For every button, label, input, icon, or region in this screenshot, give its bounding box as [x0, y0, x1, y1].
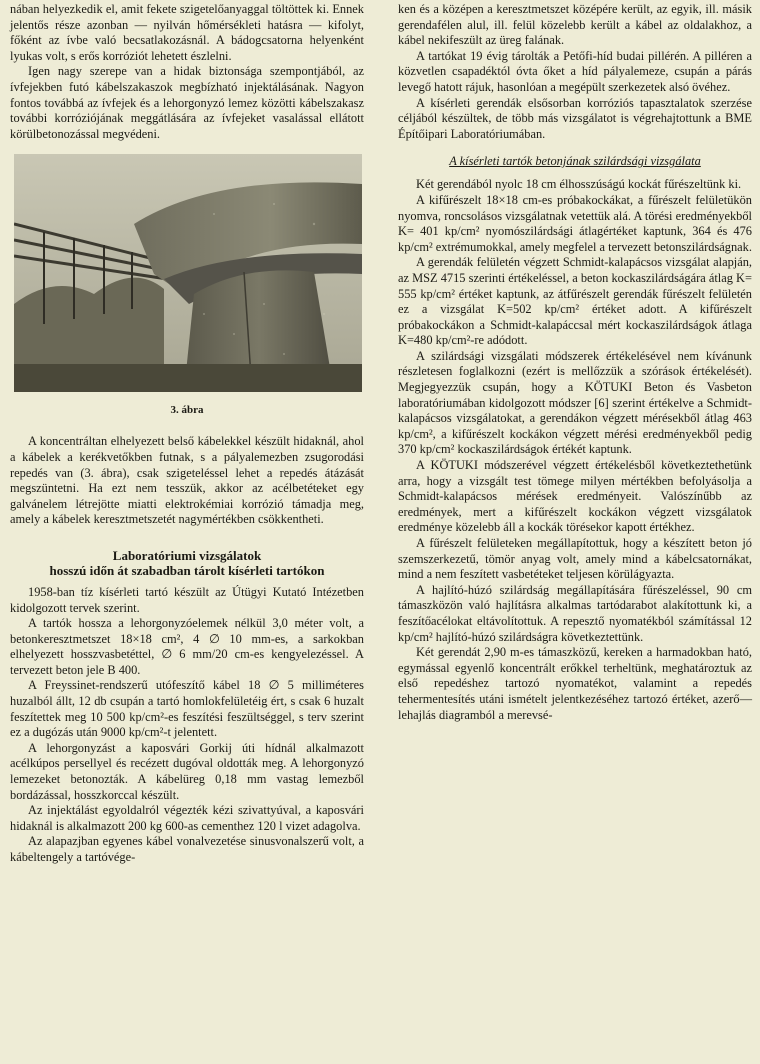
right-column — [398, 2, 752, 723]
section-heading-line1: Laboratóriumi vizsgálatok — [112, 547, 262, 563]
paragraph: Az alapazjban egyenes kábel vonalvezetése sinusvonalszerű volt, a kábeltengely a tartóvége- — [10, 834, 364, 864]
paragraph: ken és a középen a keresztmetszet középére került, az egyik, ill. másik gerendafélen alul, ill. felül közelebb került a kábel az oldalakhoz, a kábel nekifeszült az üreg falának. — [398, 2, 752, 48]
paragraph: Két gerendából nyolc 18 cm élhosszúságú kockát fűrészeltünk ki. — [416, 177, 742, 192]
subsection-heading: A kísérleti tartók betonjának szilárdsági vizsgálata — [449, 154, 701, 169]
paragraph: A gerendák felületén végzett Schmidt-kalapácsos vizsgálat alapján, az MSZ 4715 szerinti értékeléssel, a beton kockaszilárdságára átlag K= 555 kp/cm² értéket kaptunk, az átfűrészelt gerendák fűrészelt felületén ez a vizsgálat K=502 kp/cm² értéket adott. A kifűrészelt próbakockákon a Schmidt-kalapáccsal mért kockaszilárdságok átlaga K=480 kp/cm²-re adódott. — [398, 255, 752, 348]
paragraph: A KÖTUKI módszerével végzett értékelésből következtethetünk arra, hogy a vizsgált test tömege milyen mértékben befolyásolja a Schmidt-kalapácsos mérések eredményeit. Valószínűbb az eredmények, mert a kifűrészelt kockákon végzett vizsgálatok eredménye közelebb áll a kockák törésekor kapott értékhez. — [398, 458, 752, 535]
bridge-photo — [14, 154, 362, 392]
bridge-photo-image — [14, 154, 362, 392]
paragraph: A tartókat 19 évig tárolták a Petőfi-híd budai pillérén. A pilléren a közvetlen csapadéktól óvta őket a híd pályalemeze, csupán a párás levegő hatott rájuk, hasonlóan a megépült szerkezetek alsó övéhez. — [398, 48, 752, 94]
section-heading — [10, 548, 364, 579]
paragraph: A Freyssinet-rendszerű utófeszítő kábel 18 ∅ 5 milliméteres huzalból állt, 12 db csupán a tartó homlokfelületéig ért, s csak 6 huzalt feszítettek meg 10 500 kp/cm²-es feszítési feszültséggel, s terv szerint ez a dugózás után 9000 kp/cm²-t jelentett. — [10, 678, 364, 740]
left-column — [10, 2, 364, 866]
paragraph: Két gerendát 2,90 m-es támaszközű, kereken a harmadokban ható, egymással egyenlő koncentrált erőkkel terheltünk, meghatároztuk az első repedéshez tartozó nyomatékot, valamint a repedés tehermentesítés utáni ismételt jelentkezéséhez tartozó értéket, azerő—lehajlás diagramból a merevsé- — [398, 645, 752, 722]
paragraph: A tartók hossza a lehorgonyzóelemek nélkül 3,0 méter volt, a betonkeresztmetszet 18×18 cm², 4 ∅ 10 mm-es, a sarkokban elhelyezett hosszvasbetéttel, ∅ 6 mm/20 cm-es kengyelezéssel. A tervezett beton jele B 400. — [10, 616, 364, 677]
paragraph: A hajlító-húzó szilárdság megállapítására fűrészeléssel, 90 cm támaszközön való hajlításra alkalmas tartódarabot alakítottunk ki, a feszítőacélokat eltávolítottuk. A repesztő nyomatékból számítással 12 kp/cm² hajlító-húzó szilárdságra következtettünk. — [398, 582, 752, 644]
paragraph: A fűrészelt felületeken megállapítottuk, hogy a készített beton jó szemszerkezetű, tömör anyag volt, amely mind a kábelcsatornákat, mind a nem feszített vasbetéteket teljesen körülágyazta. — [398, 536, 752, 582]
paragraph: A kísérleti gerendák elsősorban korróziós tapasztalatok szerzése céljából készültek, de több más vizsgálatot is végrehajtottunk a BME Építőipari Laboratóriumában. — [398, 95, 752, 141]
paragraph: A lehorgonyzást a kaposvári Gorkij úti hídnál alkalmazott acélkúpos persellyel és recézett dugóval oldották meg. A lehorgonyzó lemezeket betonozták. A kábelüreg 0,18 mm vastag lemezből bordázással, hosszkorccal készült. — [10, 740, 364, 802]
paragraph: 1958-ban tíz kísérleti tartó készült az Útügyi Kutató Intézetben kidolgozott tervek szerint. — [10, 584, 364, 615]
section-heading-line2: hosszú időn át szabadban tárolt kísérleti tartókon — [49, 563, 325, 579]
paragraph: A szilárdsági vizsgálati módszerek értékelésével nem kívánunk részletesen foglalkozni (ezért is mellőzzük a szórások értékelését). Megjegyezzük csupán, hogy a KÖTUKI Beton és Vasbeton laboratóriumában kidolgozott módszer [6] szerint értékelve a Schmidt-kalapácsos vizsgálatokat, a gerendákon végzett mérésekből átlag 463 kp/cm², a kifűrészelt kockákon végzett mérési eredményekből pedig 370 kp/cm² kockaszilárdságok értékét kaptunk. — [398, 348, 752, 457]
paragraph: A koncentráltan elhelyezett belső kábelekkel készült hidaknál, ahol a kábelek a kerékvetőkben futnak, s a pályalemezben zsugorodási repedés van (3. ábra), csak szigeteléssel lehet a repedés átázását megszüntetni. Ha ezt nem tesszük, akkor az acélbetéteket egy galvánelem létrejötte miatti elektrokémiai korrózió támadja meg, amely a kábelek keresztmetszetét nagymértékben csökkentheti. — [10, 434, 364, 527]
paragraph: Igen nagy szerepe van a hidak biztonsága szempontjából, az ívfejekben futó kábelszakaszok megbízható injektálásának. Nagyon fontos továbbá az ívfejek és a lehorgonyzó lemez közötti kábelszakasz további korróziójának meggátlására az ívfejeket vasalással ellátott körülbetonozással megvédeni. — [10, 64, 364, 141]
figure-caption: 3. ábra — [170, 404, 204, 417]
paragraph: Az injektálást egyoldalról végezték kézi szivattyúval, a kaposvári hidaknál is alkalmazott 200 kg 600-as cementhez 120 l vizet adagolva. — [10, 803, 364, 833]
paragraph: nában helyezkedik el, amit fekete szigetelőanyaggal töltöttek ki. Ennek jelentős része azonban — nyilván hőmérsékleti hatásra — kifolyt, főként az ívbe való becsatlakozásnál. A bádogcsatorna helyenként lyukas volt, s erős korróziót lehetett észlelni. — [10, 2, 364, 63]
paragraph: A kifűrészelt 18×18 cm-es próbakockákat, a fűrészelt felületükön nyomva, roncsolásos vizsgálatnak vetettük alá. A törési eredményekből K= 401 kp/cm² nyomószilárdsági átlagértéket kaptunk, 364 és 476 kp/cm² extrémumokkal, amely megfelel a tervezett betonszilárdságnak. — [398, 192, 752, 254]
